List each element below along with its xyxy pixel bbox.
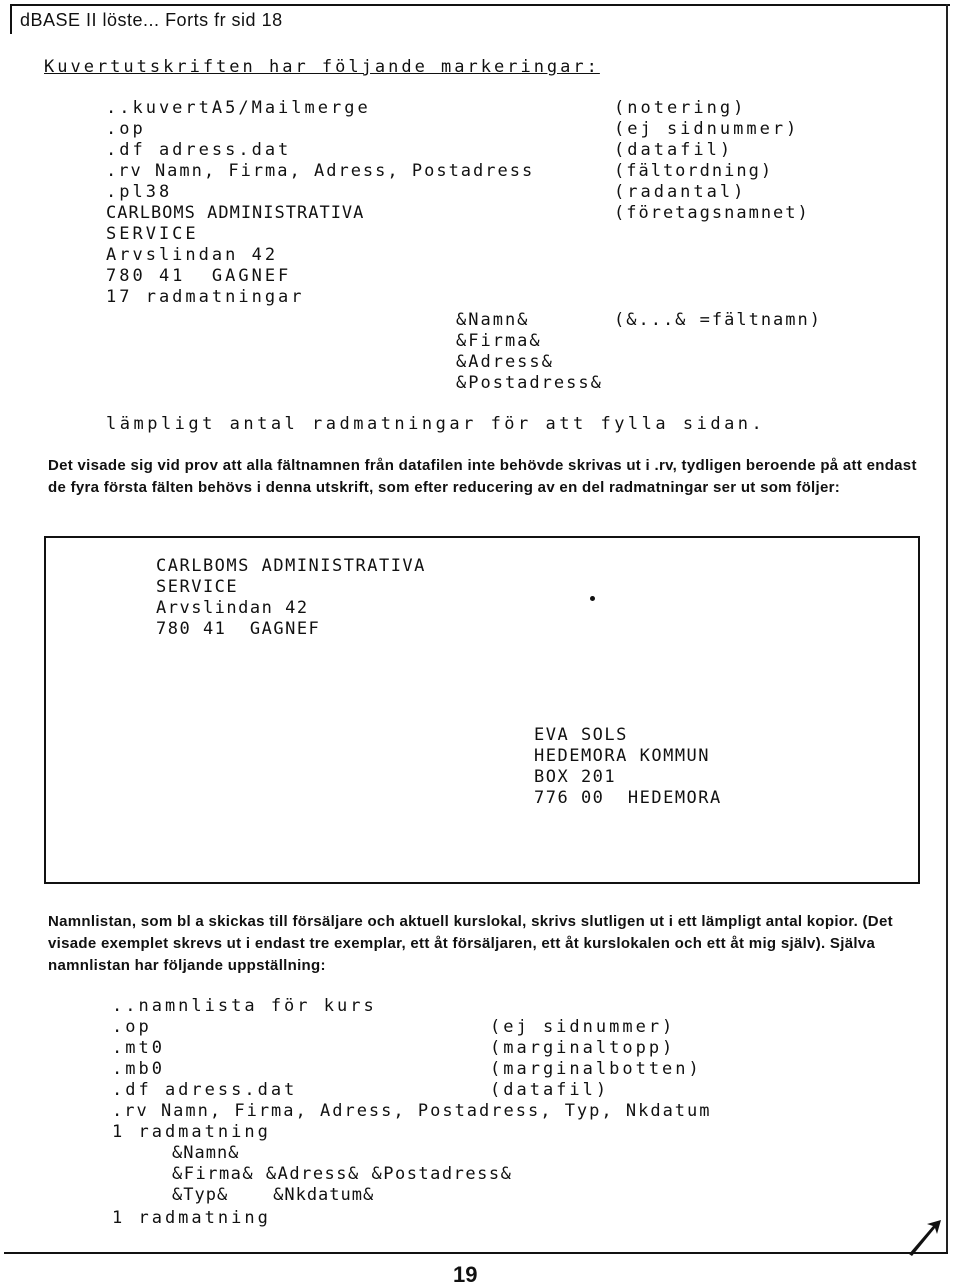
recipient-line: HEDEMORA KOMMUN [534,746,711,766]
code-line: .rv Namn, Firma, Adress, Postadress [106,161,535,181]
paragraph-2: Namnlistan, som bl a skickas till försäljare och aktuell kurslokal, skrivs slutligen ut i ett lämpligt antal kopior. (Det visade exemplet skrevs ut i endast tre exemplar, ett åt försäljaren, ett åt kurslokalen och ett åt mig själv). Själva namnlistan har följande uppställning: [48,913,893,974]
code-line: .df adress.dat [106,140,292,160]
code-tail: 1 radmatning [112,1208,271,1228]
code-note: (datafil) [614,140,734,160]
intro-heading: Kuvertutskriften har följande markeringar: [44,57,600,77]
code-note: (marginaltopp) [490,1038,676,1058]
code-note: (marginalbotten) [490,1059,702,1079]
end-arrow-icon [903,1218,943,1258]
code-note: (företagsnamnet) [614,203,810,223]
code-line: .df adress.dat [112,1080,298,1100]
code-line: .rv Namn, Firma, Adress, Postadress, Typ, Nkdatum [112,1101,712,1121]
code-line: ..namnlista för kurs [112,996,377,1016]
code-line: .mb0 [112,1059,165,1079]
code-line: .op [112,1017,152,1037]
code-note: (ej sidnummer) [490,1017,676,1037]
recipient-line: 776 00 HEDEMORA [534,788,722,808]
code-line: .mt0 [112,1038,165,1058]
code-line: ..kuvertA5/Mailmerge [106,98,371,118]
frame-left-rule [10,4,12,34]
code-line: 17 radmatningar [106,287,305,307]
field-marker: &Namn& [456,310,530,330]
code-line: .pl38 [106,182,173,202]
frame-bottom-rule [4,1252,948,1254]
code-line: .op [106,119,146,139]
field-marker: &Firma& [456,331,542,351]
field-marker: &Adress& [456,352,554,372]
paragraph-1: Det visade sig vid prov att alla fältnamnen från datafilen inte behövde skrivas ut i .rv, tydligen beroende på att endast de fyra första fälten behövs i denna utskrift, som efter reducering av en del radmatningar ser ut som följer: [48,457,917,496]
code-line: 780 41 GAGNEF [106,266,292,286]
envelope-mark [590,596,595,601]
code-note: (fältordning) [614,161,774,181]
recipient-line: BOX 201 [534,767,617,787]
field-marker: &Postadress& [456,373,603,393]
field-marker: &Typ& &Nkdatum& [172,1185,375,1205]
code-line: 1 radmatning [112,1122,271,1142]
recipient-line: EVA SOLS [534,725,628,745]
field-marker: &Firma& &Adress& &Postadress& [172,1164,513,1184]
sender-line: Arvslindan 42 [156,598,309,618]
code-line: Arvslindan 42 [106,245,279,265]
code-note: (ej sidnummer) [614,119,800,139]
code-line: CARLBOMS ADMINISTRATIVA [106,203,365,223]
sender-line: CARLBOMS ADMINISTRATIVA [156,556,426,576]
sender-line: SERVICE [156,577,239,597]
frame-right-rule [946,4,948,1254]
code-note: (radantal) [614,182,747,202]
code-note: (datafil) [490,1080,610,1100]
field-marker: &Namn& [172,1143,240,1163]
running-header: dBASE II löste... Forts fr sid 18 [20,10,283,30]
code-line: SERVICE [106,224,199,244]
field-note: (&...& =fältnamn) [614,310,822,330]
frame-top-rule [10,4,950,6]
code-note: (notering) [614,98,747,118]
code-tail: lämpligt antal radmatningar för att fylla sidan. [106,414,766,434]
sender-line: 780 41 GAGNEF [156,619,321,639]
page-number: 19 [453,1262,478,1287]
